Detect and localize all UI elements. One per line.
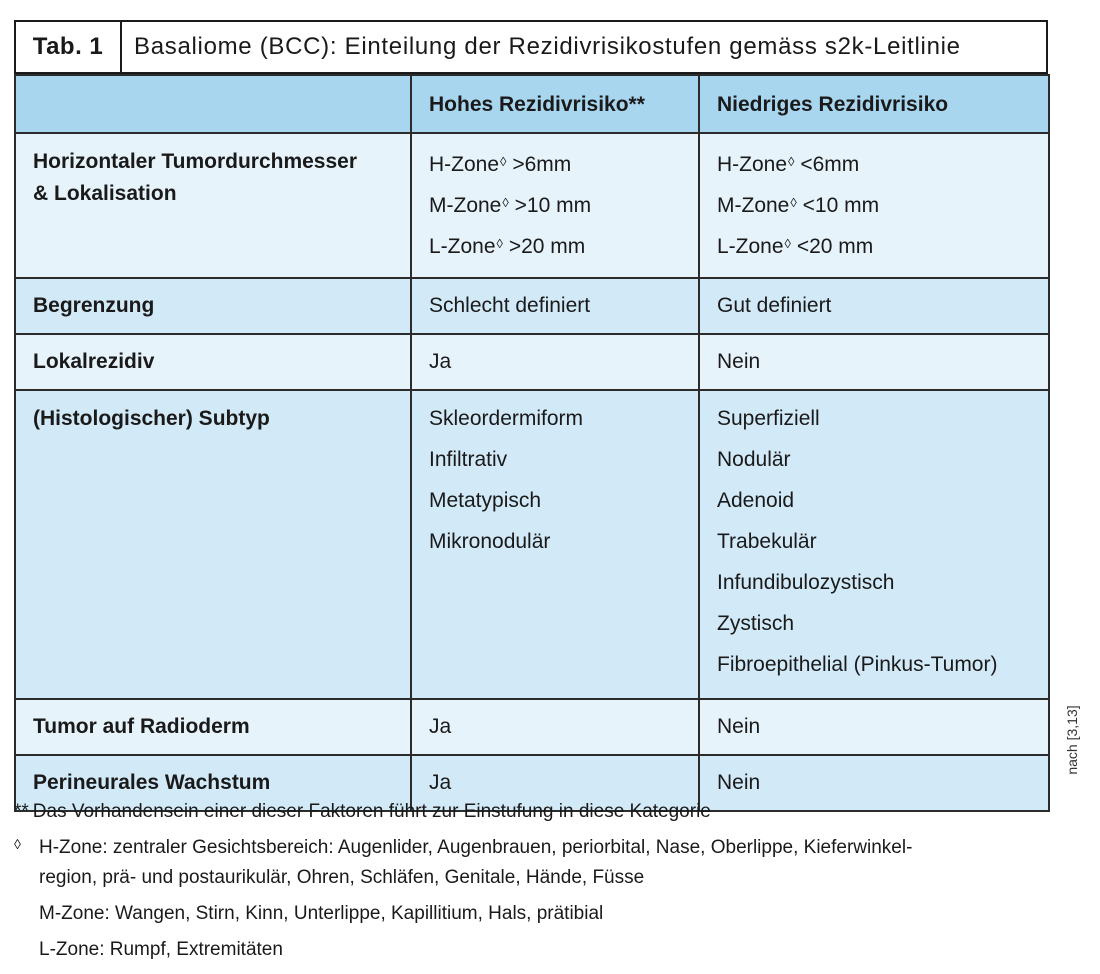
- diamond-mark: ◊: [500, 154, 507, 169]
- cell-high-perineural: Ja: [411, 755, 699, 811]
- footnote-text: Das Vorhandensein einer dieser Faktoren führt zur Einstufung in diese Kategorie: [32, 801, 711, 822]
- cell-high-subtype: [411, 390, 699, 699]
- list-item: Trabekulär: [717, 530, 817, 553]
- table-row: [15, 133, 1049, 278]
- source-note-text: nach [3,13]: [1064, 705, 1080, 775]
- row-label-radioderm: Tumor auf Radioderm: [15, 699, 411, 755]
- list-item: Skleordermiform: [429, 407, 584, 430]
- footnote-mark: **: [14, 801, 29, 822]
- cell-low-subtype: [699, 390, 1049, 699]
- row-label-border: Begrenzung: [15, 278, 411, 334]
- zone-name: L-Zone: [717, 235, 784, 258]
- zone-line: [717, 187, 1048, 228]
- row-label-line: & Lokalisation: [33, 182, 177, 205]
- cell-high-local-recurrence: Ja: [411, 334, 699, 390]
- table-row: [15, 334, 1049, 390]
- diamond-mark: ◊: [788, 154, 795, 169]
- table-row: [15, 390, 1049, 699]
- header-high-risk: Hohes Rezidivrisiko**: [411, 75, 699, 133]
- cell-high-border: Schlecht definiert: [411, 278, 699, 334]
- list-item: Adenoid: [717, 489, 795, 512]
- diamond-mark: ◊: [784, 236, 791, 251]
- zone-name: L-Zone: [429, 235, 496, 258]
- header-empty: [15, 75, 411, 133]
- diamond-mark: ◊: [14, 836, 21, 852]
- list-item: Nodulär: [717, 448, 791, 471]
- row-label-diameter: [15, 133, 411, 278]
- footnote-line: H-Zone: zentraler Gesichtsbereich: Augenlider, Augenbrauen, periorbital, Nase, Oberlippe, Kieferwinkel-: [39, 837, 913, 858]
- list-item: Metatypisch: [429, 489, 542, 512]
- source-note: [1062, 690, 1082, 790]
- cell-low-radioderm: Nein: [699, 699, 1049, 755]
- cell-low-diameter: [699, 133, 1049, 278]
- zone-value: <10 mm: [802, 194, 880, 217]
- zone-line: [429, 228, 698, 269]
- list-item: Infiltrativ: [429, 448, 508, 471]
- footnote-double-star: [14, 797, 1054, 827]
- footnote-l-zone: L-Zone: Rumpf, Extremitäten: [39, 939, 283, 960]
- cell-low-border: Gut definiert: [699, 278, 1049, 334]
- zone-line: [717, 228, 1048, 269]
- diamond-mark: ◊: [502, 195, 509, 210]
- zone-value: <6mm: [800, 153, 860, 176]
- row-label-perineural: Perineurales Wachstum: [15, 755, 411, 811]
- list-item: Mikronodulär: [429, 530, 551, 553]
- list-item: Superfiziell: [717, 407, 820, 430]
- cell-high-diameter: [411, 133, 699, 278]
- table-row: [15, 699, 1049, 755]
- zone-name: M-Zone: [429, 194, 502, 217]
- diamond-mark: ◊: [790, 195, 797, 210]
- row-label-line: Horizontaler Tumordurchmesser: [33, 150, 358, 173]
- table-number: Tab. 1: [16, 22, 122, 72]
- table-header-row: [15, 75, 1049, 133]
- table-title: Basaliome (BCC): Einteilung der Rezidivrisikostufen gemäss s2k-Leitlinie: [134, 33, 961, 60]
- row-label-subtype: (Histologischer) Subtyp: [15, 390, 411, 699]
- zone-line: [429, 187, 698, 228]
- cell-low-local-recurrence: Nein: [699, 334, 1049, 390]
- zone-value: >20 mm: [508, 235, 586, 258]
- row-label-local-recurrence: Lokalrezidiv: [15, 334, 411, 390]
- zone-value: >6mm: [512, 153, 572, 176]
- cell-high-radioderm: Ja: [411, 699, 699, 755]
- footnote-line: region, prä- und postaurikulär, Ohren, Schläfen, Genitale, Hände, Füsse: [39, 867, 645, 888]
- list-item: Infundibulozystisch: [717, 571, 895, 594]
- header-low-risk: Niedriges Rezidivrisiko: [699, 75, 1049, 133]
- zone-line: [429, 146, 698, 187]
- diamond-mark: ◊: [496, 236, 503, 251]
- table-row: [15, 278, 1049, 334]
- footnotes: [14, 797, 1054, 971]
- zone-line: [717, 146, 1048, 187]
- zone-name: M-Zone: [717, 194, 790, 217]
- cell-low-perineural: Nein: [699, 755, 1049, 811]
- zone-value: >10 mm: [514, 194, 592, 217]
- recurrence-risk-table: [14, 74, 1050, 812]
- table-caption: [14, 20, 1048, 74]
- zone-name: H-Zone: [717, 153, 788, 176]
- list-item: Zystisch: [717, 612, 795, 635]
- footnote-h-zone: [14, 833, 1054, 893]
- zone-name: H-Zone: [429, 153, 500, 176]
- list-item: Fibroepithelial (Pinkus-Tumor): [717, 653, 998, 676]
- zone-value: <20 mm: [796, 235, 874, 258]
- footnote-m-zone: M-Zone: Wangen, Stirn, Kinn, Unterlippe, Kapillitium, Hals, prätibial: [39, 903, 604, 924]
